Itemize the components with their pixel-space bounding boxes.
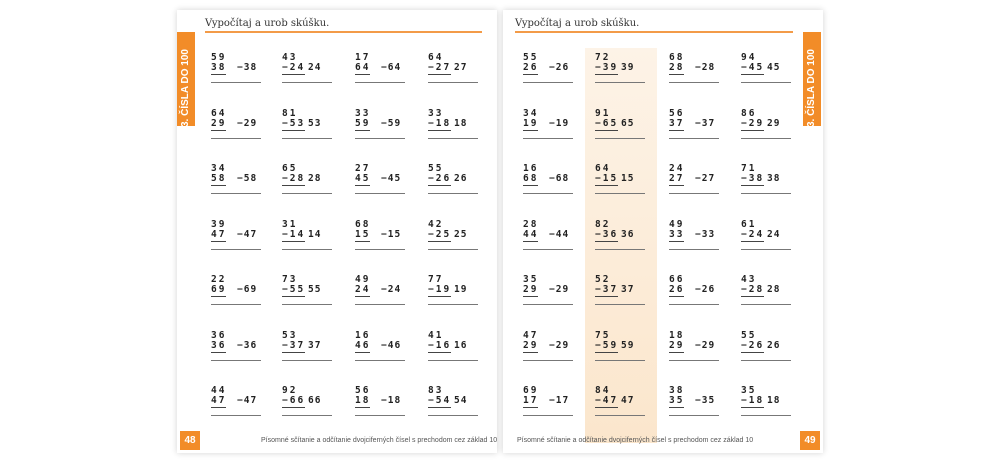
- problem-operand: −47: [595, 395, 619, 406]
- problem-minuend: 83: [428, 385, 444, 396]
- subtraction-problem: [741, 219, 803, 255]
- problem-check: −28: [695, 62, 716, 73]
- problem-operand: 36: [211, 339, 227, 351]
- problem-minuend: 84: [595, 385, 611, 396]
- subtraction-problem: [523, 52, 585, 88]
- subtraction-problem: [523, 274, 585, 310]
- answer-line[interactable]: [523, 138, 573, 139]
- problem-operand: −28: [741, 284, 765, 295]
- problem-minuend: 43: [282, 52, 298, 63]
- problem-minuend: 16: [523, 163, 539, 174]
- answer-line[interactable]: [428, 82, 478, 83]
- subtraction-problem: [669, 52, 731, 88]
- chapter-label: 3. ČÍSLA DO 100: [180, 49, 191, 127]
- problem-operand: −27: [428, 62, 452, 73]
- subtraction-problem: [595, 330, 657, 366]
- subtraction-problem: [355, 52, 417, 88]
- problem-minuend: 52: [595, 274, 611, 285]
- subtraction-problem: [282, 52, 344, 88]
- problem-check: 53: [308, 117, 322, 129]
- answer-line[interactable]: [595, 360, 645, 361]
- problem-minuend: 35: [523, 274, 539, 285]
- problem-minuend: 33: [428, 107, 444, 119]
- subtraction-problem: [355, 219, 417, 255]
- page-heading: Vypočítaj a urob skúšku.: [205, 18, 330, 29]
- problem-operand: −36: [595, 228, 619, 240]
- problem-minuend: 56: [355, 385, 371, 396]
- subtraction-problem: [428, 52, 490, 88]
- problem-minuend: 18: [669, 329, 685, 341]
- answer-line[interactable]: [669, 360, 719, 361]
- problem-operand: 18: [355, 395, 371, 406]
- subtraction-problem: [669, 108, 731, 144]
- subtraction-problem: [595, 52, 657, 88]
- problem-check: 38: [767, 173, 781, 184]
- subtraction-problem: [355, 330, 417, 366]
- heading-rule: [515, 31, 793, 33]
- problem-operand: −66: [282, 395, 306, 406]
- problem-operand: 27: [669, 173, 685, 184]
- problem-minuend: 31: [282, 218, 298, 230]
- problem-operand: −37: [595, 284, 619, 295]
- problem-check: −26: [695, 284, 716, 295]
- answer-line[interactable]: [669, 415, 719, 416]
- problem-minuend: 86: [741, 107, 757, 119]
- problem-check: 24: [767, 228, 781, 240]
- problem-check: 16: [454, 339, 468, 351]
- answer-line[interactable]: [355, 304, 405, 305]
- answer-line[interactable]: [428, 360, 478, 361]
- subtraction-problem: [669, 163, 731, 199]
- answer-line[interactable]: [741, 138, 791, 139]
- answer-line[interactable]: [282, 415, 332, 416]
- answer-line[interactable]: [523, 82, 573, 83]
- chapter-side-tab: [177, 32, 195, 126]
- answer-line[interactable]: [523, 193, 573, 194]
- answer-line[interactable]: [355, 82, 405, 83]
- answer-line[interactable]: [595, 138, 645, 139]
- problem-operand: 58: [211, 173, 227, 184]
- problem-minuend: 56: [669, 107, 685, 119]
- answer-line[interactable]: [595, 304, 645, 305]
- problem-check: −24: [381, 284, 402, 295]
- problem-minuend: 47: [523, 329, 539, 341]
- problem-operand: −24: [741, 228, 765, 240]
- problem-minuend: 34: [523, 107, 539, 119]
- answer-line[interactable]: [595, 193, 645, 194]
- problem-check: 24: [308, 62, 322, 73]
- problem-minuend: 16: [355, 329, 371, 341]
- answer-line[interactable]: [741, 193, 791, 194]
- problem-minuend: 36: [211, 329, 227, 341]
- problem-minuend: 69: [523, 385, 539, 396]
- subtraction-problem: [523, 163, 585, 199]
- problem-minuend: 68: [355, 218, 371, 230]
- problem-operand: 37: [669, 117, 685, 129]
- answer-line[interactable]: [595, 415, 645, 416]
- problem-minuend: 33: [355, 107, 371, 119]
- answer-line[interactable]: [211, 360, 261, 361]
- problem-minuend: 59: [211, 52, 227, 63]
- answer-line[interactable]: [211, 82, 261, 83]
- problem-minuend: 34: [211, 163, 227, 174]
- answer-line[interactable]: [428, 304, 478, 305]
- problem-check: −15: [381, 228, 402, 240]
- answer-line[interactable]: [741, 304, 791, 305]
- problem-operand: 64: [355, 62, 371, 73]
- problem-check: 19: [454, 284, 468, 295]
- subtraction-problem: [523, 219, 585, 255]
- page-heading: Vypočítaj a urob skúšku.: [515, 18, 640, 29]
- problem-check: 26: [767, 339, 781, 351]
- answer-line[interactable]: [741, 415, 791, 416]
- problem-minuend: 66: [669, 274, 685, 285]
- answer-line[interactable]: [428, 193, 478, 194]
- problem-check: −69: [237, 284, 258, 295]
- answer-line[interactable]: [282, 360, 332, 361]
- problem-operand: −45: [741, 62, 765, 73]
- problem-check: −38: [237, 62, 258, 73]
- problem-operand: 59: [355, 117, 371, 129]
- subtraction-problem: [355, 163, 417, 199]
- problem-minuend: 72: [595, 52, 611, 63]
- problem-operand: 15: [355, 228, 371, 240]
- problem-minuend: 53: [282, 329, 298, 341]
- problem-minuend: 35: [741, 385, 757, 396]
- page-number: 48: [180, 431, 200, 450]
- answer-line[interactable]: [669, 193, 719, 194]
- problem-operand: −14: [282, 228, 306, 240]
- problem-minuend: 43: [741, 274, 757, 285]
- subtraction-problem: [282, 219, 344, 255]
- answer-line[interactable]: [669, 82, 719, 83]
- problem-minuend: 65: [282, 163, 298, 174]
- answer-line[interactable]: [282, 82, 332, 83]
- problem-minuend: 71: [741, 163, 757, 174]
- subtraction-problem: [741, 385, 803, 421]
- answer-line[interactable]: [523, 249, 573, 250]
- problem-check: 18: [454, 117, 468, 129]
- subtraction-problem: [595, 274, 657, 310]
- subtraction-problem: [669, 330, 731, 366]
- answer-line[interactable]: [355, 360, 405, 361]
- problem-minuend: 75: [595, 329, 611, 341]
- problem-minuend: 91: [595, 107, 611, 119]
- problem-operand: 33: [669, 228, 685, 240]
- subtraction-problem: [428, 163, 490, 199]
- problem-check: 55: [308, 284, 322, 295]
- problem-minuend: 28: [523, 218, 539, 230]
- problem-minuend: 22: [211, 274, 227, 285]
- problem-check: −44: [549, 228, 570, 240]
- chapter-label: 3. ČÍSLA DO 100: [806, 49, 817, 127]
- problem-operand: 24: [355, 284, 371, 295]
- answer-line[interactable]: [669, 138, 719, 139]
- problem-operand: 47: [211, 395, 227, 406]
- problem-check: −17: [549, 395, 570, 406]
- problem-check: 14: [308, 228, 322, 240]
- problem-operand: −59: [595, 339, 619, 351]
- problem-operand: 29: [211, 117, 227, 129]
- subtraction-problem: [669, 274, 731, 310]
- problem-operand: −16: [428, 339, 452, 351]
- subtraction-problem: [355, 108, 417, 144]
- answer-line[interactable]: [355, 193, 405, 194]
- problem-operand: −18: [741, 395, 765, 406]
- problem-check: 25: [454, 228, 468, 240]
- answer-line[interactable]: [282, 193, 332, 194]
- problem-check: 36: [621, 228, 635, 240]
- subtraction-problem: [523, 108, 585, 144]
- problem-minuend: 27: [355, 163, 371, 174]
- problem-check: −37: [695, 117, 716, 129]
- subtraction-problem: [211, 385, 273, 421]
- problem-operand: 45: [355, 173, 371, 184]
- problem-check: 37: [621, 284, 635, 295]
- subtraction-problem: [428, 219, 490, 255]
- problem-minuend: 94: [741, 52, 757, 63]
- answer-line[interactable]: [355, 415, 405, 416]
- subtraction-problem: [669, 385, 731, 421]
- problem-operand: −39: [595, 62, 619, 73]
- answer-line[interactable]: [428, 249, 478, 250]
- answer-line[interactable]: [428, 415, 478, 416]
- problem-minuend: 17: [355, 52, 371, 63]
- subtraction-problem: [282, 385, 344, 421]
- problem-operand: −38: [741, 173, 765, 184]
- answer-line[interactable]: [211, 138, 261, 139]
- answer-line[interactable]: [282, 138, 332, 139]
- problem-check: −26: [549, 62, 570, 73]
- problem-operand: −54: [428, 395, 452, 406]
- problem-minuend: 77: [428, 274, 444, 285]
- problem-check: 15: [621, 173, 635, 184]
- subtraction-problem: [741, 108, 803, 144]
- problem-check: −68: [549, 173, 570, 184]
- answer-line[interactable]: [595, 249, 645, 250]
- problem-minuend: 55: [741, 329, 757, 341]
- subtraction-problem: [211, 163, 273, 199]
- subtraction-problem: [523, 385, 585, 421]
- right-page: [503, 10, 823, 453]
- problem-check: −29: [237, 117, 258, 129]
- subtraction-problem: [428, 385, 490, 421]
- problem-check: −18: [381, 395, 402, 406]
- problem-minuend: 24: [669, 163, 685, 174]
- problem-check: −46: [381, 339, 402, 351]
- problem-minuend: 49: [669, 218, 685, 230]
- problem-minuend: 39: [211, 218, 227, 230]
- problem-check: −47: [237, 228, 258, 240]
- subtraction-problem: [282, 108, 344, 144]
- problem-operand: 38: [211, 62, 227, 73]
- answer-line[interactable]: [211, 415, 261, 416]
- answer-line[interactable]: [355, 249, 405, 250]
- subtraction-problem: [211, 274, 273, 310]
- problem-check: 39: [621, 62, 635, 73]
- answer-line[interactable]: [428, 138, 478, 139]
- problem-minuend: 41: [428, 329, 444, 341]
- problem-operand: −28: [282, 173, 306, 184]
- problem-minuend: 55: [428, 163, 444, 174]
- subtraction-problem: [282, 163, 344, 199]
- subtraction-problem: [741, 163, 803, 199]
- problem-minuend: 92: [282, 385, 298, 396]
- problem-operand: 68: [523, 173, 539, 184]
- page-footer: Písomné sčítanie a odčítanie dvojciferných čísel s prechodom cez základ 10: [261, 437, 497, 444]
- problem-operand: −29: [741, 117, 765, 129]
- subtraction-problem: [595, 219, 657, 255]
- problem-operand: 35: [669, 395, 685, 406]
- problem-minuend: 44: [211, 385, 227, 396]
- subtraction-problem: [211, 108, 273, 144]
- problem-operand: −53: [282, 117, 306, 129]
- problem-check: −58: [237, 173, 258, 184]
- problem-operand: −24: [282, 62, 306, 73]
- answer-line[interactable]: [282, 304, 332, 305]
- problem-check: 28: [308, 173, 322, 184]
- subtraction-problem: [282, 330, 344, 366]
- answer-line[interactable]: [523, 304, 573, 305]
- problem-operand: 28: [669, 62, 685, 73]
- problem-minuend: 42: [428, 218, 444, 230]
- answer-line[interactable]: [355, 138, 405, 139]
- problem-check: 37: [308, 339, 322, 351]
- problem-operand: −26: [428, 173, 452, 184]
- problem-check: 54: [454, 395, 468, 406]
- answer-line[interactable]: [211, 304, 261, 305]
- problem-minuend: 61: [741, 218, 757, 230]
- problem-minuend: 64: [428, 52, 444, 63]
- problem-check: 45: [767, 62, 781, 73]
- problem-minuend: 49: [355, 274, 371, 285]
- problem-operand: −65: [595, 117, 619, 129]
- problem-check: 27: [454, 62, 468, 73]
- answer-line[interactable]: [669, 249, 719, 250]
- subtraction-problem: [211, 330, 273, 366]
- subtraction-problem: [741, 52, 803, 88]
- problem-minuend: 68: [669, 52, 685, 63]
- problem-operand: 47: [211, 228, 227, 240]
- problem-check: 66: [308, 395, 322, 406]
- problem-operand: 29: [669, 339, 685, 351]
- problem-operand: 46: [355, 339, 371, 351]
- problem-operand: −37: [282, 339, 306, 351]
- subtraction-problem: [741, 330, 803, 366]
- problem-check: 18: [767, 395, 781, 406]
- problem-check: −47: [237, 395, 258, 406]
- subtraction-problem: [428, 330, 490, 366]
- problem-check: 47: [621, 395, 635, 406]
- problem-check: 28: [767, 284, 781, 295]
- problem-minuend: 81: [282, 107, 298, 119]
- subtraction-problem: [595, 163, 657, 199]
- subtraction-problem: [211, 52, 273, 88]
- subtraction-problem: [355, 385, 417, 421]
- answer-line[interactable]: [523, 360, 573, 361]
- problem-check: −35: [695, 395, 716, 406]
- problem-operand: 26: [523, 62, 539, 73]
- page-number: 49: [800, 431, 820, 450]
- problem-operand: −19: [428, 284, 452, 295]
- subtraction-problem: [282, 274, 344, 310]
- problem-check: −27: [695, 173, 716, 184]
- problem-check: −45: [381, 173, 402, 184]
- problem-operand: −25: [428, 228, 452, 240]
- problem-operand: 29: [523, 284, 539, 295]
- problem-check: 26: [454, 173, 468, 184]
- answer-line[interactable]: [741, 249, 791, 250]
- problem-minuend: 73: [282, 274, 298, 285]
- heading-rule: [205, 31, 482, 33]
- answer-line[interactable]: [282, 249, 332, 250]
- problem-check: 59: [621, 339, 635, 351]
- problem-check: −29: [695, 339, 716, 351]
- answer-line[interactable]: [523, 415, 573, 416]
- subtraction-problem: [595, 385, 657, 421]
- chapter-side-tab: [803, 32, 821, 126]
- problem-operand: −18: [428, 117, 452, 129]
- problem-check: −33: [695, 228, 716, 240]
- problem-check: −29: [549, 339, 570, 351]
- answer-line[interactable]: [595, 82, 645, 83]
- problem-minuend: 82: [595, 218, 611, 230]
- problem-minuend: 64: [211, 107, 227, 119]
- answer-line[interactable]: [211, 249, 261, 250]
- problem-check: −29: [549, 284, 570, 295]
- subtraction-problem: [428, 108, 490, 144]
- problem-minuend: 55: [523, 52, 539, 63]
- subtraction-problem: [741, 274, 803, 310]
- problem-operand: 44: [523, 228, 539, 240]
- left-page: [177, 10, 497, 453]
- subtraction-problem: [211, 219, 273, 255]
- problem-operand: −55: [282, 284, 306, 295]
- problem-check: 29: [767, 117, 781, 129]
- problem-operand: 26: [669, 284, 685, 295]
- problem-operand: −15: [595, 173, 619, 184]
- answer-line[interactable]: [211, 193, 261, 194]
- problem-check: −64: [381, 62, 402, 73]
- problem-check: −19: [549, 117, 570, 129]
- problem-operand: 29: [523, 339, 539, 351]
- answer-line[interactable]: [741, 360, 791, 361]
- subtraction-problem: [669, 219, 731, 255]
- subtraction-problem: [428, 274, 490, 310]
- problem-operand: 19: [523, 117, 539, 129]
- problem-operand: 69: [211, 284, 227, 295]
- problem-operand: −26: [741, 339, 765, 351]
- page-footer: Písomné sčítanie a odčítanie dvojciferných čísel s prechodom cez základ 10: [517, 437, 754, 444]
- answer-line[interactable]: [741, 82, 791, 83]
- subtraction-problem: [355, 274, 417, 310]
- subtraction-problem: [523, 330, 585, 366]
- problem-minuend: 38: [669, 385, 685, 396]
- problem-check: −59: [381, 117, 402, 129]
- problem-operand: 17: [523, 395, 539, 406]
- subtraction-problem: [595, 108, 657, 144]
- problem-minuend: 64: [595, 163, 611, 174]
- problem-check: 65: [621, 117, 635, 129]
- answer-line[interactable]: [669, 304, 719, 305]
- problem-check: −36: [237, 339, 258, 351]
